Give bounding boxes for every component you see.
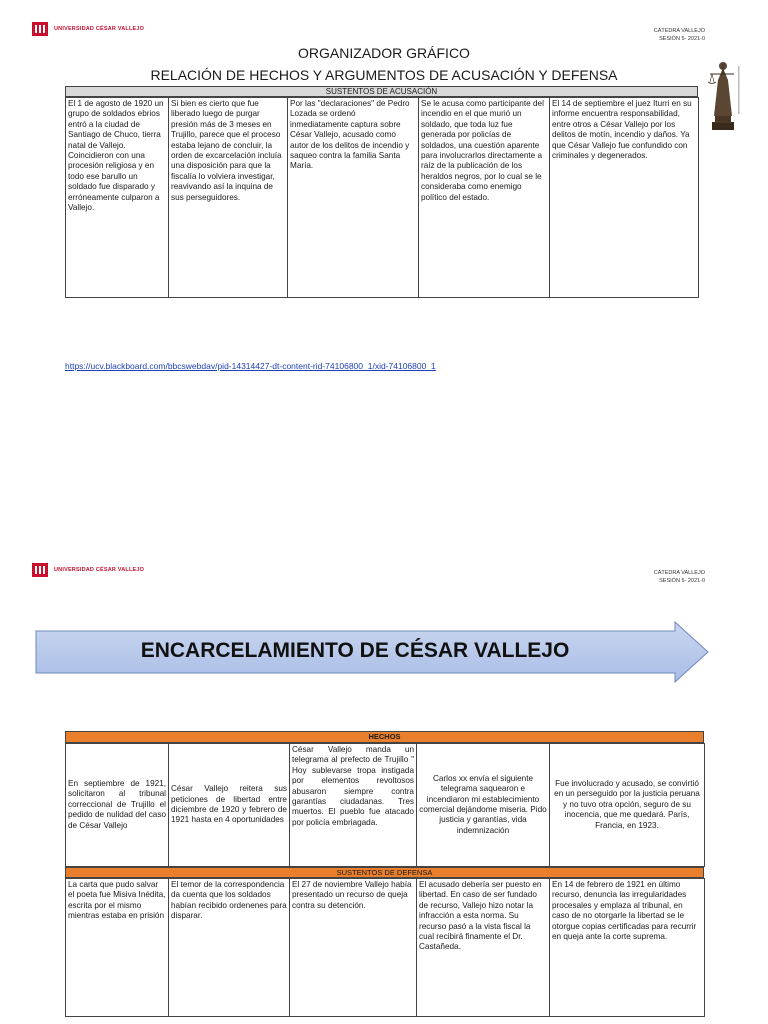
defensa-cell-1: La carta que pudo salvar el poeta fue Misiva Inédita, escrita por el mismo mientras estaba en prisión [66,879,169,1017]
arrow-title: ENCARCELAMIENTO DE CÉSAR VALLEJO [140,639,570,662]
acusacion-cell-2: Si bien es cierto que fue liberado luego de purgar presión más de 3 meses en Trujillo, parece que el proceso estaba lejano de concluir, la orden de excarcelación incluía una disposición para que la fiscalía lo volviera investigar, reavivando así la inquina de sus perseguidores. [169,98,288,298]
hechos-cell-1: En septiembre de 1921, solicitaron al tribunal correccional de Trujillo el pedido de nulidad del caso de César Vallejo [66,744,169,867]
acusacion-cell-3: Por las "declaraciones" de Pedro Lozada se ordenó inmediatamente captura sobre César Vallejo, acusado como autor de los delitos de incendio y saqueo contra la familia Santa María. [288,98,419,298]
acusacion-table [65,97,699,298]
hechos-cell-3: César Vallejo manda un telegrama al prefecto de Trujillo " Hoy sublevarse tropa instigada por elementos revoltosos abusaron siempre contra garantías ciudadanas. Tres muertos. El pueblo fue atacado por policía embriagada. [290,744,417,867]
blackboard-link[interactable]: https://ucv.blackboard.com/bbcswebdav/pid-14314427-dt-content-rid-74106800_1/xid-74106800_1 [65,361,436,371]
hechos-cell-2: César Vallejo reitera sus peticiones de libertad entre diciembre de 1920 y febrero de 1921 hasta en 4 oportunidades [169,744,290,867]
sesion-label: SESIÓN 5- 2021-0 [659,36,705,42]
acusacion-cell-5: El 14 de septiembre el juez Iturri en su informe encuentra responsabilidad, entre otros a César Vallejo por los delitos de motín, incendio y daños. Ya que César Vallejo fue confundido con criminales y degenerados. [550,98,699,298]
ucv-logo-icon [32,563,48,577]
defensa-cell-5: En 14 de febrero de 1921 en último recurso, denuncia las irregularidades procesales y emplaza al tribunal, en caso de no otorgarle la libertad se le otorgue copias certificadas para recurrir en queja ante la corte suprema. [550,879,705,1017]
title-arrow-banner [35,621,710,683]
defensa-table [65,878,705,1017]
catedra-header [654,27,705,43]
page-title: ORGANIZADOR GRÁFICO [298,45,470,61]
ucv-logo-2 [32,563,144,577]
defensa-cell-2: El temor de la correspondencia da cuenta que los soldados habían recibido ordenenes para disparar. [169,879,290,1017]
logo-text: UNIVERSIDAD CÉSAR VALLEJO [54,567,145,573]
defensa-cell-3: El 27 de noviembre Vallejo había presentado un recurso de queja contra su detención. [290,879,417,1017]
acusacion-cell-1: El 1 de agosto de 1920 un grupo de soldados ebrios entró a la ciudad de Santiago de Chuco, tierra natal de Vallejo. Coincidieron con una procesión religiosa y en todo ese barullo un soldado fue disparado y erróneamente culparon a Vallejo. [66,98,169,298]
catedra-label: CÁTEDRA VALLEJO [653,28,705,34]
acusacion-cell-4: Se le acusa como participante del incendio en el que murió un soldado, que toda luz fue generada por policías de soldados, una cuestión aparente para involucrarlos directamente a raíz de la publicación de los heraldos negros, por lo cual se le consideraba como enemigo político del estado. [419,98,550,298]
ucv-logo-icon [32,22,48,36]
sesion-label: SESIÓN 5- 2021-0 [659,578,705,584]
ucv-logo [32,22,144,36]
hechos-header: HECHOS [65,731,704,743]
justice-statue-image [704,58,744,133]
hechos-cell-4: Carlos xx envía el siguiente telegrama saquearon e incendiaron mi establecimiento comercial dejándome miseria. Pido justicia y garantías, vida indemnización [417,744,550,867]
hechos-cell-5: Fue involucrado y acusado, se convirtió en un perseguido por la justicia peruana y no tuvo otra opción, seguro de su inocencia, que me quedará. París, Francia, en 1923. [550,744,705,867]
page-subtitle: RELACIÓN DE HECHOS Y ARGUMENTOS DE ACUSACIÓN Y DEFENSA [150,67,618,83]
defensa-header: SUSTENTOS DE DEFENSA [65,867,704,878]
defensa-cell-4: El acusado debería ser puesto en libertad. En caso de ser fundado de recurso, Vallejo hizo notar la infracción a esta norma. Su recurso pasó a la vista fiscal la cual recibirá finamente el Dr. Castañeda. [417,879,550,1017]
acusacion-header: SUSTENTOS DE ACUSACIÓN [65,86,698,97]
catedra-header-2 [654,569,705,585]
catedra-label: CÁTEDRA VALLEJO [653,570,705,576]
logo-text: UNIVERSIDAD CÉSAR VALLEJO [54,26,145,32]
hechos-table [65,743,705,867]
